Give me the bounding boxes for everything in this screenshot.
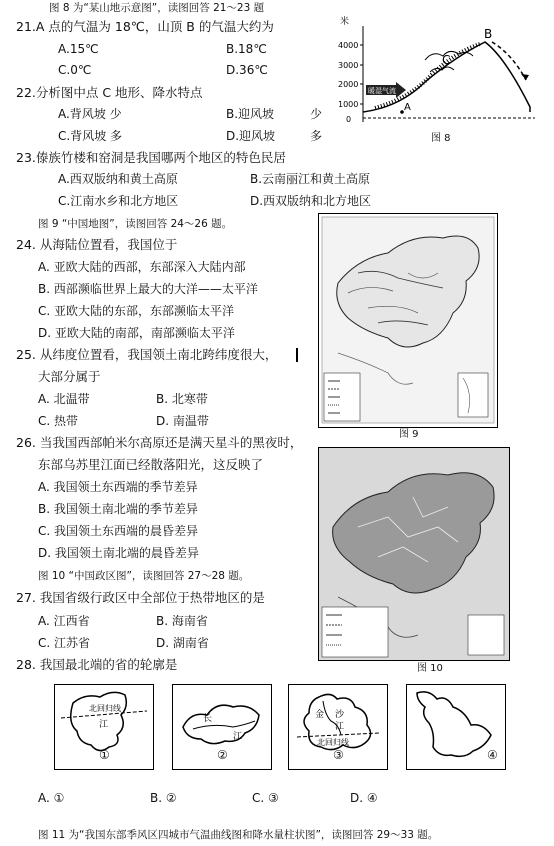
q27-option-d[interactable]: D. 湖南省 (156, 636, 209, 650)
q28-stem: 28. 我国最北端的省的轮廓是 (16, 657, 178, 672)
q21-stem: 21.A 点的气温为 18℃，山顶 B 的气温大约为 (16, 19, 274, 34)
outline-number-3: ③ (333, 748, 344, 762)
q25-stem-line2: 大部分属于 (38, 369, 101, 384)
q25-option-c[interactable]: C. 热带 (38, 414, 79, 428)
figure-8-caption: 图 8 (431, 133, 451, 144)
outline-box-2[interactable] (172, 684, 272, 770)
figure-9-china-map (318, 213, 498, 428)
outline3-river-label-2: 沙 (335, 710, 345, 720)
q22-stem: 22.分析图中点 C 地形、降水特点 (16, 85, 203, 100)
fig8-tick-1000: 1000 (338, 100, 359, 109)
q27-option-c[interactable]: C. 江苏省 (38, 636, 91, 650)
outline3-tropic-label: 北回归线 (317, 738, 349, 747)
q27-option-b[interactable]: B. 海南省 (156, 614, 208, 628)
q25-stem: 25. 从纬度位置看，我国领土南北跨纬度很大， (16, 347, 278, 362)
q24-option-a[interactable]: A. 亚欧大陆的西部，东部深入大陆内部 (38, 260, 246, 274)
outline-number-1: ① (99, 748, 110, 762)
q22-option-d[interactable]: D.迎风坡 (226, 129, 276, 143)
q28-option-b[interactable]: B. ② (150, 791, 177, 805)
outline1-tropic-label: 北回归线 (89, 704, 121, 713)
outline3-river-label-3: 江 (335, 722, 345, 732)
q26-option-b[interactable]: B. 我国领土南北端的季节差异 (38, 502, 198, 516)
fig8-point-a: A (404, 102, 411, 113)
q26-stem: 26. 当我国西部帕米尔高原还是满天星斗的黑夜时， (16, 435, 303, 450)
q22-option-d-extra: 多 (310, 129, 323, 143)
outline-number-2: ② (217, 748, 228, 762)
q21-option-c[interactable]: C.0℃ (58, 63, 92, 77)
q24-option-d[interactable]: D. 亚欧大陆的南部，南部濒临太平洋 (38, 326, 235, 340)
fig8-tick-3000: 3000 (338, 61, 359, 70)
q22-option-b[interactable]: B.迎风坡 (226, 107, 275, 121)
q25-option-d[interactable]: D. 南温带 (156, 414, 209, 428)
q24-stem: 24. 从海陆位置看，我国位于 (16, 237, 178, 252)
q21-option-b[interactable]: B.18℃ (226, 42, 267, 56)
figure-10-caption: 图 10 (417, 663, 443, 674)
outline3-river-label-1: 金 (315, 710, 325, 720)
figure-8-mountain-diagram (330, 12, 540, 147)
outline-box-4[interactable] (406, 684, 506, 770)
q27-stem: 27. 我国省级行政区中全部位于热带地区的是 (16, 590, 265, 605)
fig8-airflow-label: 暖湿气流 (368, 87, 396, 95)
fig8-point-b: B (484, 27, 493, 41)
q23-option-d[interactable]: D.西双版纳和北方地区 (250, 194, 372, 208)
q22-option-c[interactable]: C.背风坡 多 (58, 129, 123, 143)
q22-option-a[interactable]: A.背风坡 少 (58, 107, 122, 121)
q23-option-c[interactable]: C.江南水乡和北方地区 (58, 194, 179, 208)
fig8-unit-label: 米 (340, 17, 350, 27)
q23-option-a[interactable]: A.西双版纳和黄土高原 (58, 172, 178, 186)
intro-fig9: 图 9 “中国地图”，读图回答 24～26 题。 (38, 218, 233, 230)
q25-option-b[interactable]: B. 北寒带 (156, 392, 208, 406)
fig8-tick-2000: 2000 (338, 80, 359, 89)
q24-option-c[interactable]: C. 亚欧大陆的东部，东部濒临太平洋 (38, 304, 235, 318)
q26-option-a[interactable]: A. 我国领土东西端的季节差异 (38, 480, 198, 494)
fig8-point-c: C (442, 53, 451, 67)
q28-option-d[interactable]: D. ④ (350, 791, 378, 805)
q23-option-b[interactable]: B.云南丽江和黄土高原 (250, 172, 371, 186)
q28-option-a[interactable]: A. ① (38, 791, 65, 805)
fig8-tick-4000: 4000 (338, 41, 359, 50)
figure-10-political-map (318, 447, 510, 661)
outline2-river-label-1: 长 (203, 714, 213, 724)
outline-box-1[interactable] (54, 684, 154, 770)
fig8-tick-0: 0 (346, 115, 352, 124)
q24-option-b[interactable]: B. 西部濒临世界上最大的大洋——太平洋 (38, 282, 258, 296)
q26-option-c[interactable]: C. 我国领土东西端的晨昏差异 (38, 524, 199, 538)
text-cursor (296, 348, 298, 362)
q23-stem: 23.傣族竹楼和窑洞是我国哪两个地区的特色民居 (16, 150, 286, 165)
intro-fig8: 图 8 为“某山地示意图”，读图回答 21～23 题 (49, 2, 265, 14)
outline2-river-label-2: 江 (233, 732, 243, 742)
q28-option-c[interactable]: C. ③ (252, 791, 279, 805)
figure-9-caption: 图 9 (399, 429, 419, 440)
outline1-river-label: 江 (99, 720, 109, 730)
q26-stem-line2: 东部乌苏里江面已经散落阳光，这反映了 (38, 457, 264, 472)
q25-option-a[interactable]: A. 北温带 (38, 392, 90, 406)
intro-fig11: 图 11 为“我国东部季风区四城市气温曲线图和降水量柱状图”，读图回答 29～33 题。 (38, 829, 439, 841)
outline-box-3[interactable] (288, 684, 388, 770)
q27-option-a[interactable]: A. 江西省 (38, 614, 90, 628)
q21-option-d[interactable]: D.36℃ (226, 63, 268, 77)
q21-option-a[interactable]: A.15℃ (58, 42, 99, 56)
outline-number-4: ④ (487, 748, 498, 762)
q26-option-d[interactable]: D. 我国领土南北端的晨昏差异 (38, 546, 199, 560)
q22-option-b-extra: 少 (310, 107, 323, 121)
intro-fig10: 图 10 “中国政区图”，读图回答 27～28 题。 (38, 570, 250, 582)
